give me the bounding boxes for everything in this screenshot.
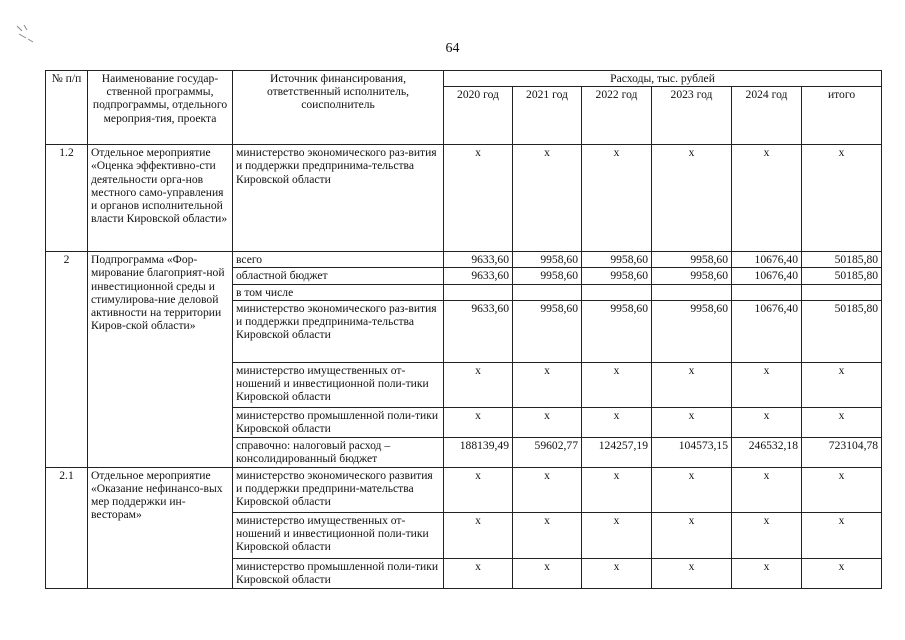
value-cell: х xyxy=(444,558,513,588)
value-cell: х xyxy=(513,145,582,252)
value-cell: 9958,60 xyxy=(513,300,582,362)
value-cell: 59602,77 xyxy=(513,437,582,467)
row-title: Подпрограмма «Фор-мирование благоприят-ной инвестиционной среды и стимулирова-ние деловой активности на территории Киров-ской области» xyxy=(88,252,233,468)
value-cell: х xyxy=(652,362,732,407)
value-cell: 10676,40 xyxy=(732,300,802,362)
row-source: министерство имущественных от-ношений и инвестиционной поли-тики Кировской области xyxy=(233,512,444,558)
value-cell: 50185,80 xyxy=(802,252,882,268)
value-cell: х xyxy=(802,467,882,512)
value-cell: 9958,60 xyxy=(652,300,732,362)
value-cell xyxy=(513,284,582,300)
value-cell xyxy=(802,284,882,300)
header-no: № п/п xyxy=(46,71,88,145)
value-cell: х xyxy=(582,467,652,512)
header-name: Наименование государ-ственной программы, подпрограммы, отдельного мероприя-тия, проекта xyxy=(88,71,233,145)
row-source: министерство экономического раз-вития и поддержки предпринима-тельства Кировской области xyxy=(233,145,444,252)
header-year: 2020 год xyxy=(444,87,513,145)
value-cell: 9958,60 xyxy=(652,268,732,284)
value-cell: х xyxy=(732,558,802,588)
value-cell: 10676,40 xyxy=(732,268,802,284)
value-cell: х xyxy=(652,407,732,437)
value-cell xyxy=(652,284,732,300)
value-cell: х xyxy=(732,407,802,437)
row-number: 2.1 xyxy=(46,467,88,588)
value-cell: х xyxy=(513,407,582,437)
value-cell: х xyxy=(513,512,582,558)
row-source: министерство промышленной поли-тики Кировской области xyxy=(233,407,444,437)
value-cell: х xyxy=(582,145,652,252)
header-expenses: Расходы, тыс. рублей xyxy=(444,71,882,87)
value-cell: х xyxy=(513,362,582,407)
value-cell: х xyxy=(582,362,652,407)
row-source: справочно: налоговый расход – консолидированный бюджет xyxy=(233,437,444,467)
row-source: областной бюджет xyxy=(233,268,444,284)
value-cell: 9958,60 xyxy=(582,300,652,362)
value-cell: х xyxy=(582,512,652,558)
value-cell: 10676,40 xyxy=(732,252,802,268)
value-cell: х xyxy=(732,145,802,252)
table-row xyxy=(46,252,882,268)
value-cell: х xyxy=(444,407,513,437)
value-cell: 188139,49 xyxy=(444,437,513,467)
value-cell: 50185,80 xyxy=(802,300,882,362)
header-total: итого xyxy=(802,87,882,145)
header-year: 2021 год xyxy=(513,87,582,145)
value-cell: 9958,60 xyxy=(513,268,582,284)
value-cell: х xyxy=(582,558,652,588)
row-number: 2 xyxy=(46,252,88,468)
value-cell: 9958,60 xyxy=(513,252,582,268)
value-cell: х xyxy=(802,407,882,437)
row-source: министерство экономического раз-вития и поддержки предпринима-тельства Кировской области xyxy=(233,300,444,362)
value-cell: х xyxy=(652,512,732,558)
value-cell: х xyxy=(732,512,802,558)
header-year: 2023 год xyxy=(652,87,732,145)
value-cell: х xyxy=(444,145,513,252)
header-year: 2022 год xyxy=(582,87,652,145)
row-number: 1.2 xyxy=(46,145,88,252)
financing-table xyxy=(45,70,882,589)
value-cell: х xyxy=(802,512,882,558)
row-title: Отдельное мероприятие «Оценка эффективно-сти деятельности орга-нов местного само-управления и органов исполнительной власти Кировской области» xyxy=(88,145,233,252)
row-source: в том числе xyxy=(233,284,444,300)
value-cell: х xyxy=(513,467,582,512)
value-cell: х xyxy=(652,467,732,512)
value-cell xyxy=(444,284,513,300)
value-cell: 9633,60 xyxy=(444,300,513,362)
value-cell xyxy=(732,284,802,300)
row-source: министерство промышленной поли-тики Кировской области xyxy=(233,558,444,588)
value-cell: 50185,80 xyxy=(802,268,882,284)
table-row xyxy=(46,145,882,252)
value-cell: 9958,60 xyxy=(582,268,652,284)
page-number: 64 xyxy=(445,41,460,56)
value-cell: х xyxy=(444,512,513,558)
row-source: министерство имущественных от-ношений и инвестиционной поли-тики Кировской области xyxy=(233,362,444,407)
value-cell: х xyxy=(802,362,882,407)
value-cell xyxy=(582,284,652,300)
header-year: 2024 год xyxy=(732,87,802,145)
table-row xyxy=(46,467,882,512)
value-cell: 9633,60 xyxy=(444,252,513,268)
value-cell: х xyxy=(802,558,882,588)
row-source: министерство экономического развития и поддержки предприни-мательства Кировской области xyxy=(233,467,444,512)
row-title: Отдельное мероприятие «Оказание нефинансо-вых мер поддержки ин-весторам» xyxy=(88,467,233,588)
value-cell: х xyxy=(444,362,513,407)
header-source: Источник финансирования, ответственный исполнитель, соисполнитель xyxy=(233,71,444,145)
value-cell: 104573,15 xyxy=(652,437,732,467)
value-cell: х xyxy=(652,145,732,252)
value-cell: х xyxy=(582,407,652,437)
row-source: всего xyxy=(233,252,444,268)
value-cell: х xyxy=(652,558,732,588)
value-cell: х xyxy=(732,362,802,407)
value-cell: 723104,78 xyxy=(802,437,882,467)
value-cell: 9958,60 xyxy=(652,252,732,268)
value-cell: 9633,60 xyxy=(444,268,513,284)
value-cell: 9958,60 xyxy=(582,252,652,268)
value-cell: 124257,19 xyxy=(582,437,652,467)
value-cell: х xyxy=(802,145,882,252)
value-cell: х xyxy=(732,467,802,512)
value-cell: х xyxy=(444,467,513,512)
value-cell: 246532,18 xyxy=(732,437,802,467)
value-cell: х xyxy=(513,558,582,588)
